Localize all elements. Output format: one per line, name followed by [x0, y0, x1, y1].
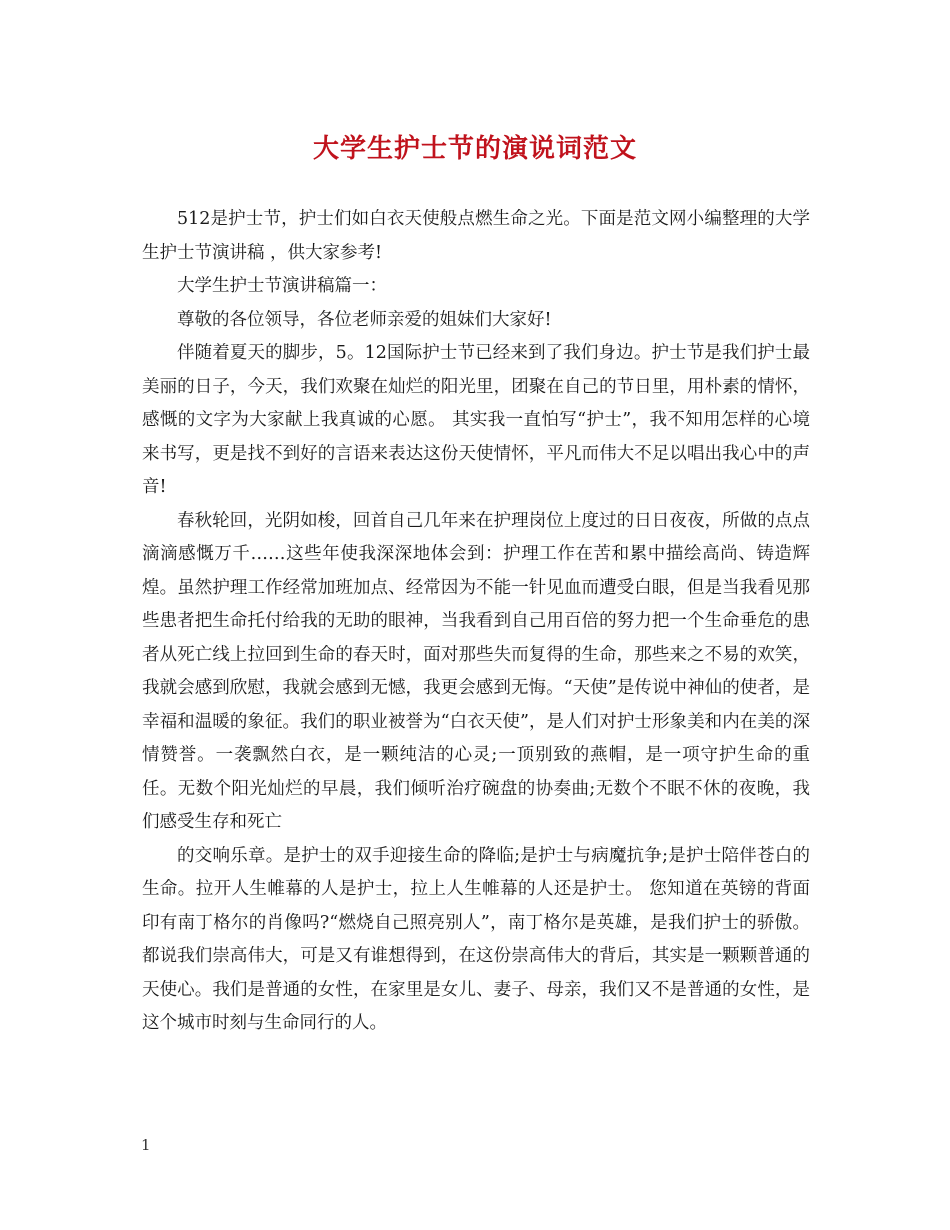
paragraph-greeting: 尊敬的各位领导，各位老师亲爱的姐妹们大家好!: [177, 309, 552, 330]
page-number: 1: [141, 1136, 151, 1154]
paragraph-reflection: 春秋轮回，光阴如梭，回首自己几年来在护理岗位上度过的日日夜夜，所做的点点滴滴感慨万千……这些年使我深深地体会到：护理工作在苦和累中描绘高尚、铸造辉煌。虽然护理工作经常加班加点、经常因为不能一针见血而遭受白眼，但是当我看见那些患者把生命托付给我的无助的眼神，当我看到自己用百倍的努力把一个生命垂危的患者从死亡线上拉回到生命的春天时，面对那些失而复得的生命，那些来之不易的欢笑，我就会感到欣慰，我就会感到无憾，我更会感到无悔。“天使”是传说中神仙的使者，是幸福和温暖的象征。我们的职业被誉为“白衣天使”，是人们对护士形象美和内在美的深情赞誉。一袭飘然白衣，是一颗纯洁的心灵;一顶别致的燕帽，是一项守护生命的重任。无数个阳光灿烂的早晨，我们倾听治疗碗盘的协奏曲;无数个不眠不休的夜晚，我们感受生存和死亡: [142, 510, 810, 832]
paragraph-opening: 伴随着夏天的脚步，5。12国际护士节已经来到了我们身边。护士节是我们护士最美丽的日子，今天，我们欢聚在灿烂的阳光里，团聚在自己的节日里，用朴素的情怀，感慨的文字为大家献上我真诚的心愿。 其实我一直怕写“护士”，我不知用怎样的心境来书写，更是找不到好的言语来表达这份天使情怀，平凡而伟大不足以唱出我心中的声音!: [142, 343, 810, 497]
document-body: [142, 203, 810, 1041]
paragraph-intro: 512是护士节，护士们如白衣天使般点燃生命之光。下面是范文网小编整理的大学生护士节演讲稿 ，供大家参考!: [142, 209, 810, 263]
document-title: 大学生护士节的演说词范文: [312, 134, 637, 164]
paragraph-continuation: 的交响乐章。是护士的双手迎接生命的降临;是护士与病魔抗争;是护士陪伴苍白的生命。拉开人生帷幕的人是护士，拉上人生帷幕的人还是护士。 您知道在英镑的背面印有南丁格尔的肖像吗?“燃烧自己照亮别人”，南丁格尔是英雄，是我们护士的骄傲。都说我们崇高伟大，可是又有谁想得到，在这份崇高伟大的背后，其实是一颗颗普通的天使心。我们是普通的女性，在家里是女儿、妻子、母亲，我们又不是普通的女性，是这个城市时刻与生命同行的人。: [142, 845, 810, 1033]
paragraph-section-heading: 大学生护士节演讲稿篇一：: [177, 276, 387, 296]
